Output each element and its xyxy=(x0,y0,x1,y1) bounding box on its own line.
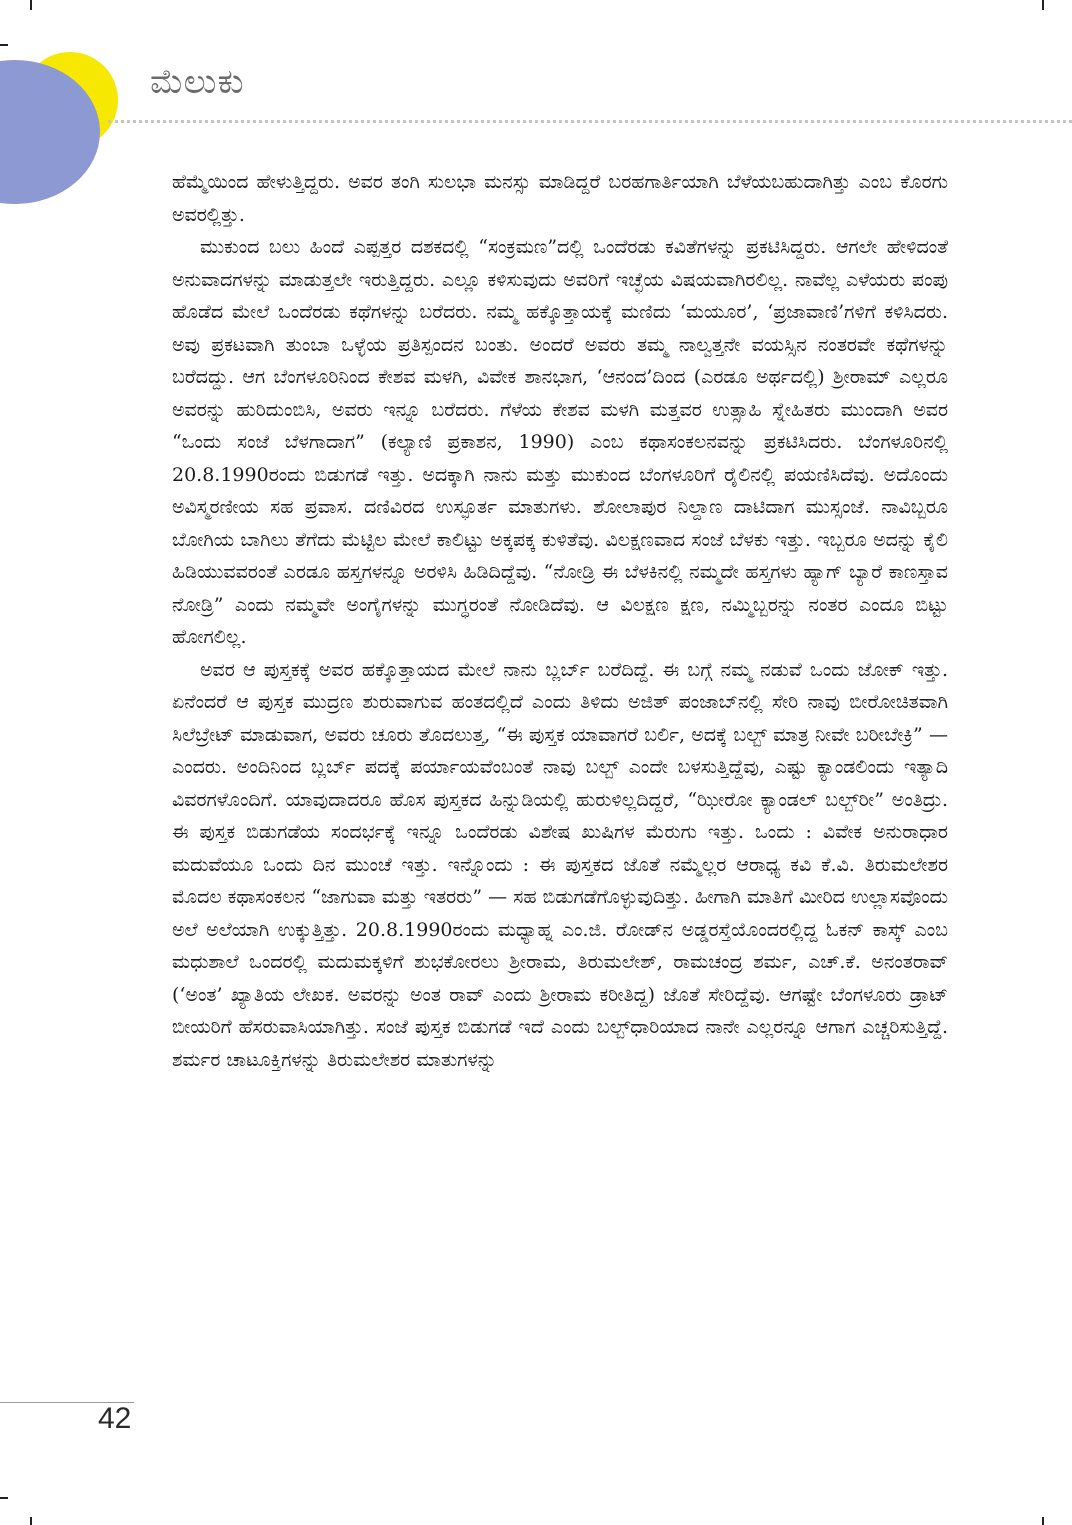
crop-mark-bottom-right xyxy=(1042,1517,1044,1525)
paragraph-1: ಹೆಮ್ಮೆಯಿಂದ ಹೇಳುತ್ತಿದ್ದರು. ಅವರ ತಂಗಿ ಸುಲಭಾ ಮನಸ್ಸು ಮಾಡಿದ್ದರೆ ಬರಹಗಾರ್ತಿಯಾಗಿ ಬೆಳೆಯಬಹುದಾಗಿತ್ತು ಎಂಬ ಕೊರಗು ಅವರಲ್ಲಿತ್ತು. xyxy=(172,171,948,226)
header-dotted-rule xyxy=(108,120,1072,123)
crop-mark-bottom-left xyxy=(30,1517,32,1525)
paragraph-3: ಅವರ ಆ ಪುಸ್ತಕಕ್ಕೆ ಅವರ ಹಕ್ಕೊತ್ತಾಯದ ಮೇಲೆ ನಾನು ಬ್ಲರ್ಬ್ ಬರೆದಿದ್ದೆ. ಈ ಬಗ್ಗೆ ನಮ್ಮ ನಡುವೆ ಒಂದು ಜೋಕ್ ಇತ್ತು. ಏನೆಂದರೆ ಆ ಪುಸ್ತಕ ಮುದ್ರಣ ಶುರುವಾಗುವ ಹಂತದಲ್ಲಿದೆ ಎಂದು ತಿಳಿದು ಅಜಿತ್ ಪಂಜಾಬ್‌ನಲ್ಲಿ ಸೇರಿ ನಾವು ಬೀರೋಚಿತವಾಗಿ ಸಿಲೆಬ್ರೇಟ್ ಮಾಡುವಾಗ, ಅವರು ಚೂರು ತೊದಲುತ್ತ, “ಈ ಪುಸ್ತಕ ಯಾವಾಗರೆ ಬರ್ಲಿ, ಅದಕ್ಕೆ ಬಲ್ಬ್ ಮಾತ್ರ ನೀವೇ ಬರೀಬೇಕ್ರಿ” — ಎಂದರು. ಅಂದಿನಿಂದ ಬ್ಲರ್ಬ್ ಪದಕ್ಕೆ ಪರ್ಯಾಯವೆಂಬಂತೆ ನಾವು ಬಲ್ಬ್ ಎಂದೇ ಬಳಸುತ್ತಿದ್ದೆವು, ಎಷ್ಟು ಕ್ಯಾಂಡಲಿಂದು ಇತ್ಯಾದಿ ವಿವರಗಳೊಂದಿಗೆ. ಯಾವುದಾದರೂ ಹೊಸ ಪುಸ್ತಕದ ಹಿನ್ನುಡಿಯಲ್ಲಿ ಹುರುಳಿಲ್ಲದಿದ್ದರೆ, “ಝೀರೋ ಕ್ಯಾಂಡಲ್ ಬಲ್ಬ್‌ರೀ” ಅಂತಿದ್ರು. ಈ ಪುಸ್ತಕ ಬಿಡುಗಡೆಯ ಸಂದರ್ಭಕ್ಕೆ ಇನ್ನೂ ಒಂದೆರಡು ವಿಶೇಷ ಖುಷಿಗಳ ಮೆರುಗು ಇತ್ತು. ಒಂದು : ವಿವೇಕ ಅನುರಾಧಾರ ಮದುವೆಯೂ ಒಂದು ದಿನ ಮುಂಚೆ ಇತ್ತು. ಇನ್ನೊಂದು : ಈ ಪುಸ್ತಕದ ಜೊತೆ ನಮ್ಮೆಲ್ಲರ ಆರಾಧ್ಯ ಕವಿ ಕೆ.ವಿ. ತಿರುಮಲೇಶರ ಮೊದಲ ಕಥಾಸಂಕಲನ “ಜಾಗುವಾ ಮತ್ತು ಇತರರು” — ಸಹ ಬಿಡುಗಡೆಗೊಳ್ಳುವುದಿತ್ತು. ಹೀಗಾಗಿ ಮಾತಿಗೆ ಮೀರಿದ ಉಲ್ಲಾಸವೊಂದು ಅಲೆ ಅಲೆಯಾಗಿ ಉಕ್ಕುತ್ತಿತ್ತು. 20.8.1990ರಂದು ಮಧ್ಯಾಹ್ನ ಎಂ.ಜಿ. ರೋಡ್‌ನ ಅಡ್ಡರಸ್ತೆಯೊಂದರಲ್ಲಿದ್ದ ಓಕನ್ ಕಾಸ್ಕ್ ಎಂಬ ಮಧುಶಾಲೆ ಒಂದರಲ್ಲಿ ಮದುಮಕ್ಕಳಿಗೆ ಶುಭಕೋರಲು ಶ್ರೀರಾಮ, ತಿರುಮಲೇಶ್, ರಾಮಚಂದ್ರ ಶರ್ಮ, ಎಚ್.ಕೆ. ಅನಂತರಾವ್ (‘ಅಂತ’ ಖ್ಯಾತಿಯ ಲೇಖಕ. ಅವರನ್ನು ಅಂತ ರಾವ್ ಎಂದು ಶ್ರೀರಾಮ ಕರೀತಿದ್ದ) ಜೊತೆ ಸೇರಿದ್ದೆವು. ಆಗಷ್ಟೇ ಬೆಂಗಳೂರು ಡ್ರಾಟ್ ಬೀಯರಿಗೆ ಹೆಸರುವಾಸಿಯಾಗಿತ್ತು. ಸಂಜೆ ಪುಸ್ತಕ ಬಿಡುಗಡೆ ಇದೆ ಎಂದು ಬಲ್ಬ್‌ಧಾರಿಯಾದ ನಾನೇ ಎಲ್ಲರನ್ನೂ ಆಗಾಗ ಎಚ್ಚರಿಸುತ್ತಿದ್ದೆ. ಶರ್ಮರ ಚಾಟೂಕ್ತಿಗಳನ್ನು ತಿರುಮಲೇಶರ ಮಾತುಗಳನ್ನು xyxy=(172,658,948,1071)
crop-mark-left-bottom xyxy=(0,1497,8,1499)
paragraph-2: ಮುಕುಂದ ಬಲು ಹಿಂದೆ ಎಪ್ಪತ್ತರ ದಶಕದಲ್ಲಿ “ಸಂಕ್ರಮಣ”ದಲ್ಲಿ ಒಂದೆರಡು ಕವಿತೆಗಳನ್ನು ಪ್ರಕಟಿಸಿದ್ದರು. ಆಗಲೇ ಹೇಳಿದಂತೆ ಅನುವಾದಗಳನ್ನು ಮಾಡುತ್ತಲೇ ಇರುತ್ತಿದ್ದರು. ಎಲ್ಲೂ ಕಳಿಸುವುದು ಅವರಿಗೆ ಇಚ್ಛೆಯ ವಿಷಯವಾಗಿರಲಿಲ್ಲ. ನಾವೆಲ್ಲ ಎಳೆಯರು ಪಂಪು ಹೊಡೆದ ಮೇಲೆ ಒಂದೆರಡು ಕಥೆಗಳನ್ನು ಬರೆದರು. ನಮ್ಮ ಹಕ್ಕೊತ್ತಾಯಕ್ಕೆ ಮಣಿದು ‘ಮಯೂರ’, ‘ಪ್ರಜಾವಾಣಿ’ಗಳಿಗೆ ಕಳಿಸಿದರು. ಅವು ಪ್ರಕಟವಾಗಿ ತುಂಬಾ ಒಳ್ಳೆಯ ಪ್ರತಿಸ್ಪಂದನ ಬಂತು. ಅಂದರೆ ಅವರು ತಮ್ಮ ನಾಲ್ವತ್ತನೇ ವಯಸ್ಸಿನ ನಂತರವೇ ಕಥೆಗಳನ್ನು ಬರೆದದ್ದು. ಆಗ ಬೆಂಗಳೂರಿನಿಂದ ಕೇಶವ ಮಳಗಿ, ವಿವೇಕ ಶಾನಭಾಗ, ‘ಆನಂದ’ದಿಂದ (ಎರಡೂ ಅರ್ಥದಲ್ಲಿ) ಶ್ರೀರಾಮ್ ಎಲ್ಲರೂ ಅವರನ್ನು ಹುರಿದುಂಬಿಸಿ, ಅವರು ಇನ್ನೂ ಬರೆದರು. ಗೆಳೆಯ ಕೇಶವ ಮಳಗಿ ಮತ್ತವರ ಉತ್ಸಾಹಿ ಸ್ನೇಹಿತರು ಮುಂದಾಗಿ ಅವರ “ಒಂದು ಸಂಜೆ ಬೆಳಗಾದಾಗ” (ಕಲ್ಯಾಣಿ ಪ್ರಕಾಶನ, 1990) ಎಂಬ ಕಥಾಸಂಕಲನವನ್ನು ಪ್ರಕಟಿಸಿದರು. ಬೆಂಗಳೂರಿನಲ್ಲಿ 20.8.1990ರಂದು ಬಿಡುಗಡೆ ಇತ್ತು. ಅದಕ್ಕಾಗಿ ನಾನು ಮತ್ತು ಮುಕುಂದ ಬೆಂಗಳೂರಿಗೆ ರೈಲಿನಲ್ಲಿ ಪಯಣಿಸಿದೆವು. ಅದೊಂದು ಅವಿಸ್ಮರಣೀಯ ಸಹ ಪ್ರವಾಸ. ದಣಿವಿರದ ಉಸ್ಫೂರ್ತ ಮಾತುಗಳು. ಶೋಲಾಪುರ ನಿಲ್ದಾಣ ದಾಟಿದಾಗ ಮುಸ್ಸಂಜೆ. ನಾವಿಬ್ಬರೂ ಬೋಗಿಯ ಬಾಗಿಲು ತೆಗೆದು ಮೆಟ್ಟಿಲ ಮೇಲೆ ಕಾಲಿಟ್ಟು ಅಕ್ಕಪಕ್ಕ ಕುಳಿತೆವು. ವಿಲಕ್ಷಣವಾದ ಸಂಜೆ ಬೆಳಕು ಇತ್ತು. ಇಬ್ಬರೂ ಅದನ್ನು ಕೈಲಿ ಹಿಡಿಯುವವರಂತೆ ಎರಡೂ ಹಸ್ತಗಳನ್ನೂ ಅರಳಿಸಿ ಹಿಡಿದಿದ್ದೆವು. “ನೋಡ್ರಿ ಈ ಬೆಳಕಿನಲ್ಲಿ ನಮ್ಮದೇ ಹಸ್ತಗಳು ಹ್ಯಾಗ್ ಬ್ಯಾರೆ ಕಾಣಸ್ತಾವ ನೋಡ್ರಿ” ಎಂದು ನಮ್ಮವೇ ಅಂಗೈಗಳನ್ನು ಮುಗ್ಧರಂತೆ ನೋಡಿದೆವು. ಆ ವಿಲಕ್ಷಣ ಕ್ಷಣ, ನಮ್ಮಿಬ್ಬರನ್ನು ನಂತರ ಎಂದೂ ಬಿಟ್ಟು ಹೋಗಲಿಲ್ಲ. xyxy=(172,236,948,648)
crop-mark-top-right xyxy=(1042,0,1044,10)
crop-mark-top-left xyxy=(30,0,32,10)
crop-mark-left-top xyxy=(0,44,8,46)
running-header-title: ಮೆಲುಕು xyxy=(150,62,245,102)
page-number: 42 xyxy=(98,1402,132,1435)
body-text xyxy=(172,166,948,1076)
